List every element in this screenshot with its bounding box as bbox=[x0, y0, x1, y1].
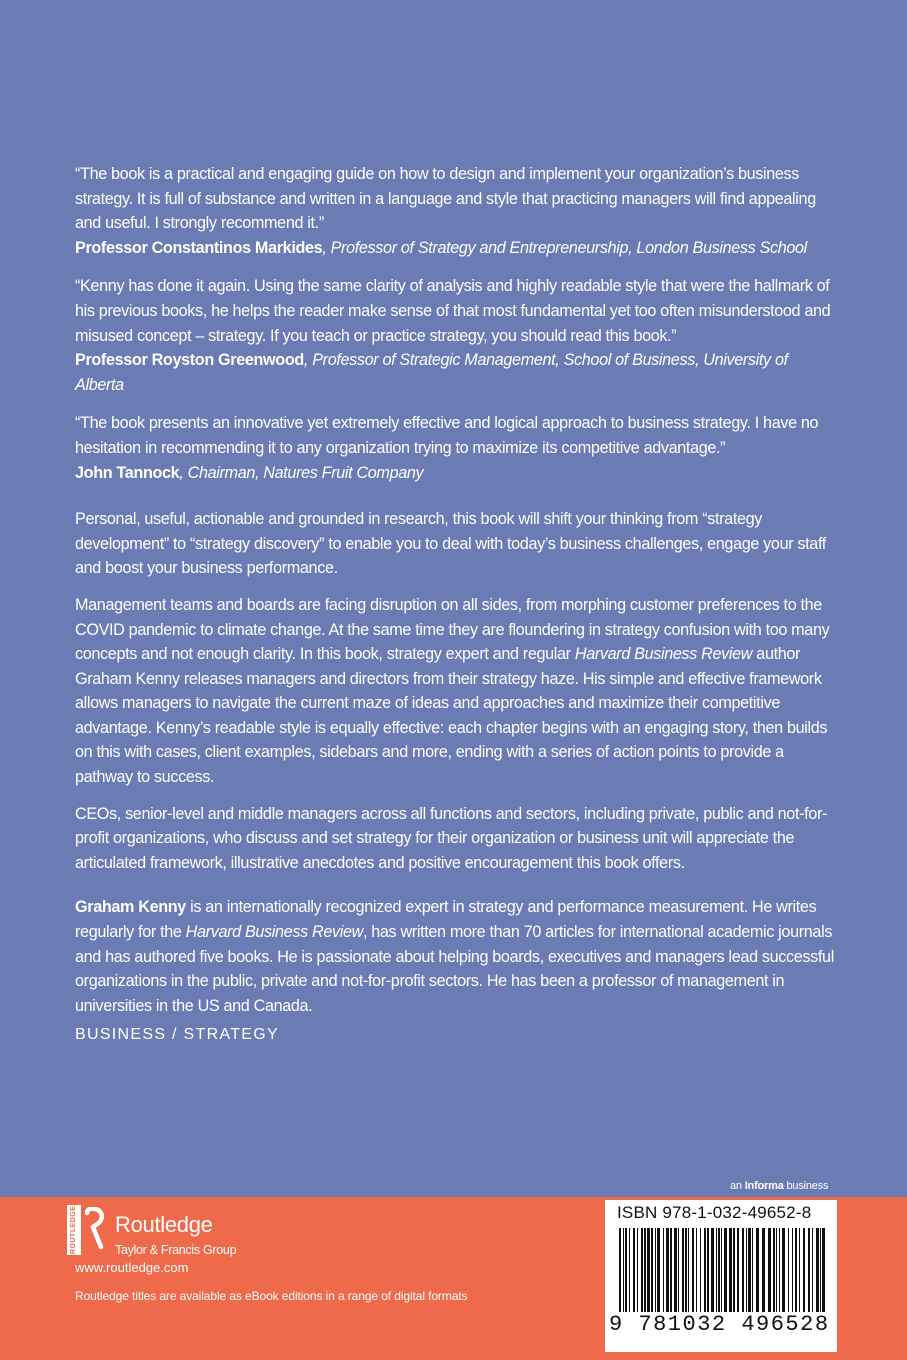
author-name: Graham Kenny bbox=[75, 898, 186, 917]
informa-tagline bbox=[730, 1180, 828, 1192]
isbn-label: ISBN 978-1-032-49652-8 bbox=[617, 1203, 812, 1222]
quote-attribution bbox=[75, 236, 835, 261]
quote-text: “Kenny has done it again. Using the same clarity of analysis and highly readable style that were the hallmark of his previous books, he helps the reader make sense of that most fundamental yet too often misunderstood and misused concept – strategy. If you teach or practice strategy, you should read this book.” bbox=[75, 277, 831, 345]
logo-vertical-bar bbox=[67, 1205, 81, 1255]
description-paragraph-2 bbox=[75, 593, 835, 790]
publisher-name: Routledge bbox=[115, 1212, 213, 1237]
description-text: author Graham Kenny releases managers and directors from their strategy haze. His simple and effective framework allows managers to navigate the current maze of ideas and approaches and maximize their competitive advantage. Kenny’s readable style is equally effective: each chapter begins with an engaging story, then builds on this with cases, client examples, sidebars and more, ending with a series of action points to provide a pathway to success. bbox=[75, 645, 828, 787]
publisher-website[interactable]: www.routledge.com bbox=[75, 1260, 189, 1275]
bio-text: , has written more than 70 articles for international academic journals and has authored five books. He is passionate about helping boards, executives and managers lead successful organizations in the public, private and not-for-profit sectors. He has been a professor of management in universities in the US and Canada. bbox=[75, 923, 834, 1015]
endorser-title: , Professor of Strategy and Entrepreneurship, London Business School bbox=[322, 238, 807, 257]
informa-name: Informa bbox=[744, 1180, 784, 1192]
endorser-name: Professor Constantinos Markides bbox=[75, 238, 323, 257]
description-paragraph-1: Personal, useful, actionable and grounded in research, this book will shift your thinking from “strategy development” to “strategy discovery” to enable you to deal with today’s business challenges, engage your staff and boost your business performance. bbox=[75, 510, 826, 578]
endorser-title: , Chairman, Natures Fruit Company bbox=[179, 463, 424, 482]
publication-name: Harvard Business Review bbox=[574, 645, 753, 664]
informa-suffix: business bbox=[783, 1180, 829, 1192]
routledge-logo bbox=[67, 1205, 267, 1257]
routledge-r-icon bbox=[85, 1207, 107, 1251]
quote-attribution bbox=[75, 348, 835, 397]
informa-prefix: an bbox=[730, 1180, 745, 1192]
endorsement-3 bbox=[75, 411, 835, 485]
back-cover-text bbox=[75, 162, 835, 1030]
author-bio bbox=[75, 895, 835, 1018]
publication-name: Harvard Business Review bbox=[185, 923, 363, 942]
endorser-name: Professor Royston Greenwood bbox=[75, 351, 304, 370]
description-text: Management teams and boards are facing disruption on all sides, from morphing customer preferences to the COVID pandemic to climate change. At the same time they are floundering in strategy confusion with too many concepts and not enough clarity. In this book, strategy expert and regular bbox=[75, 595, 830, 664]
endorsement-2 bbox=[75, 274, 835, 397]
quote-text: “The book is a practical and engaging guide on how to design and implement your organization’s business strategy. It is full of substance and written in a language and style that practicing managers will find appealing and useful. I strongly recommend it.” bbox=[75, 165, 816, 233]
bio-text: is an internationally recognized expert in strategy and performance measurement. He writes regularly for the bbox=[75, 898, 817, 942]
publisher-group: Taylor & Francis Group bbox=[115, 1243, 237, 1257]
isbn-barcode bbox=[605, 1200, 837, 1352]
barcode-bars bbox=[619, 1228, 825, 1320]
quote-attribution bbox=[75, 461, 835, 486]
barcode-digits: 9 781032 496528 bbox=[609, 1312, 830, 1337]
endorsement-1 bbox=[75, 162, 835, 260]
endorser-name: John Tannock bbox=[75, 463, 180, 482]
endorser-title: , Professor of Strategic Management, School of Business, University of Alberta bbox=[75, 351, 788, 394]
description-paragraph-3: CEOs, senior-level and middle managers across all functions and sectors, including private, public and not-for-profit organizations, who discuss and set strategy for their organization or business unit will appreciate the articulated framework, illustrative anecdotes and positive encouragement this book offers. bbox=[75, 804, 828, 872]
publisher-footer bbox=[0, 1197, 907, 1360]
logo-vertical-text: ROUTLEDGE bbox=[70, 1205, 77, 1255]
quote-text: “The book presents an innovative yet extremely effective and logical approach to business strategy. I have no hesitation in recommending it to any organization trying to maximize its competitive advantage.” bbox=[75, 414, 819, 457]
ebook-note: Routledge titles are available as eBook editions in a range of digital formats bbox=[75, 1289, 468, 1303]
subject-category: BUSINESS / STRATEGY bbox=[75, 1026, 279, 1043]
